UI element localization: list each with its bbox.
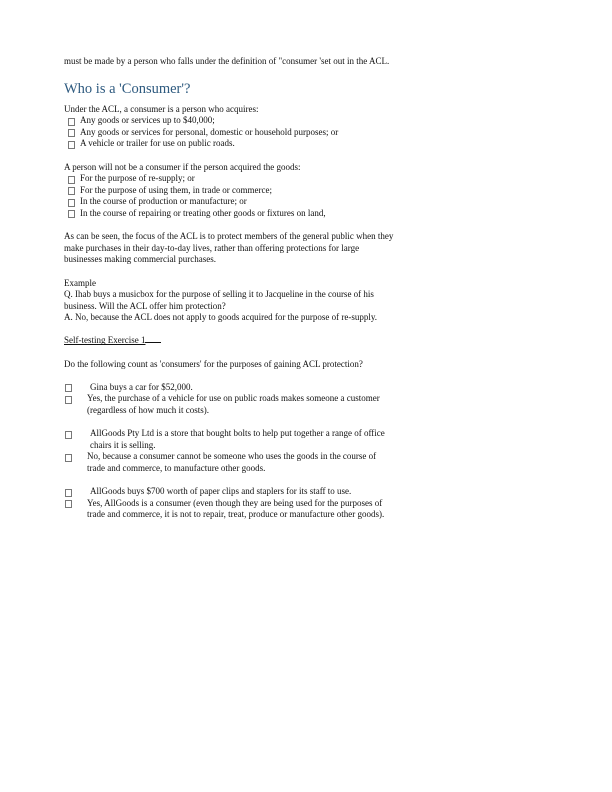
paragraph-focus: As can be seen, the focus of the ACL is to protect members of the general public when they make purchases in their day-to-day lives, rather than offering protections for large businesses making commercial purchases. (64, 231, 394, 265)
checkbox-icon (65, 489, 72, 497)
checkbox-bullet-icon (68, 129, 75, 137)
list-item: In the course of repairing or treating other goods or fixtures on land, (64, 208, 394, 220)
checkbox-bullet-icon (68, 118, 75, 126)
list-item: For the purpose of using them, in trade or commerce; (64, 185, 394, 197)
exercise-question: AllGoods Pty Ltd is a store that bought bolts to help put together a range of office chairs it is selling. (90, 428, 385, 450)
intro-text: must be made by a person who falls under the definition of "consumer 'set out in the ACL. (64, 56, 390, 66)
exercise-question: AllGoods buys $700 worth of paper clips and staplers for its staff to use. (90, 486, 352, 497)
exclusion-list (64, 173, 394, 219)
paragraph-not-consumer: A person will not be a consumer if the person acquired the goods: (64, 161, 301, 172)
checkbox-bullet-icon (68, 176, 75, 184)
consumer-criteria-list (64, 115, 394, 150)
checkbox-icon (65, 431, 72, 439)
example-label: Example (64, 277, 96, 288)
exercise-answer: Yes, the purchase of a vehicle for use on public roads makes someone a customer (regardless of how much it costs). (87, 393, 380, 416)
list-item: For the purpose of re-supply; or (64, 173, 394, 185)
exercise-answer: Yes, AllGoods is a consumer (even though they are being used for the purposes of trade and commerce, it is not to repair, treat, produce or manufacture other goods). (87, 497, 385, 520)
checkbox-icon (65, 396, 72, 404)
section-heading: Who is a 'Consumer'? (64, 80, 191, 97)
checkbox-icon (65, 384, 72, 392)
exercise-item (64, 428, 394, 474)
checkbox-bullet-icon (68, 141, 75, 149)
document-page (64, 56, 394, 521)
exercise-title: Self-testing Exercise 1 (64, 335, 161, 347)
checkbox-bullet-icon (68, 199, 75, 207)
list-item: In the course of production or manufacture; or (64, 196, 394, 208)
exercise-intro: Do the following count as 'consumers' for the purposes of gaining ACL protection? (64, 358, 363, 369)
exercise-item (64, 486, 394, 521)
exercise-question: Gina buys a car for $52,000. (90, 381, 193, 392)
checkbox-icon (65, 500, 72, 508)
example-answer: A. No, because the ACL does not apply to goods acquired for the purpose of re-supply. (64, 312, 378, 323)
exercise-item (64, 382, 394, 417)
checkbox-bullet-icon (68, 210, 75, 218)
exercise-answer: No, because a consumer cannot be someone who uses the goods in the course of trade and commerce, to manufacture other goods. (87, 451, 377, 473)
list-item: Any goods or services up to $40,000; (64, 115, 394, 127)
checkbox-bullet-icon (68, 187, 75, 195)
list-item: Any goods or services for personal, domestic or household purposes; or (64, 127, 394, 139)
list-item: A vehicle or trailer for use on public roads. (64, 138, 394, 150)
paragraph-consumer-definition: Under the ACL, a consumer is a person who acquires: (64, 103, 259, 114)
checkbox-icon (65, 454, 72, 462)
example-question: Q. Ihab buys a musicbox for the purpose of selling it to Jacqueline in the course of his business. Will the ACL offer him protection? (64, 289, 374, 311)
